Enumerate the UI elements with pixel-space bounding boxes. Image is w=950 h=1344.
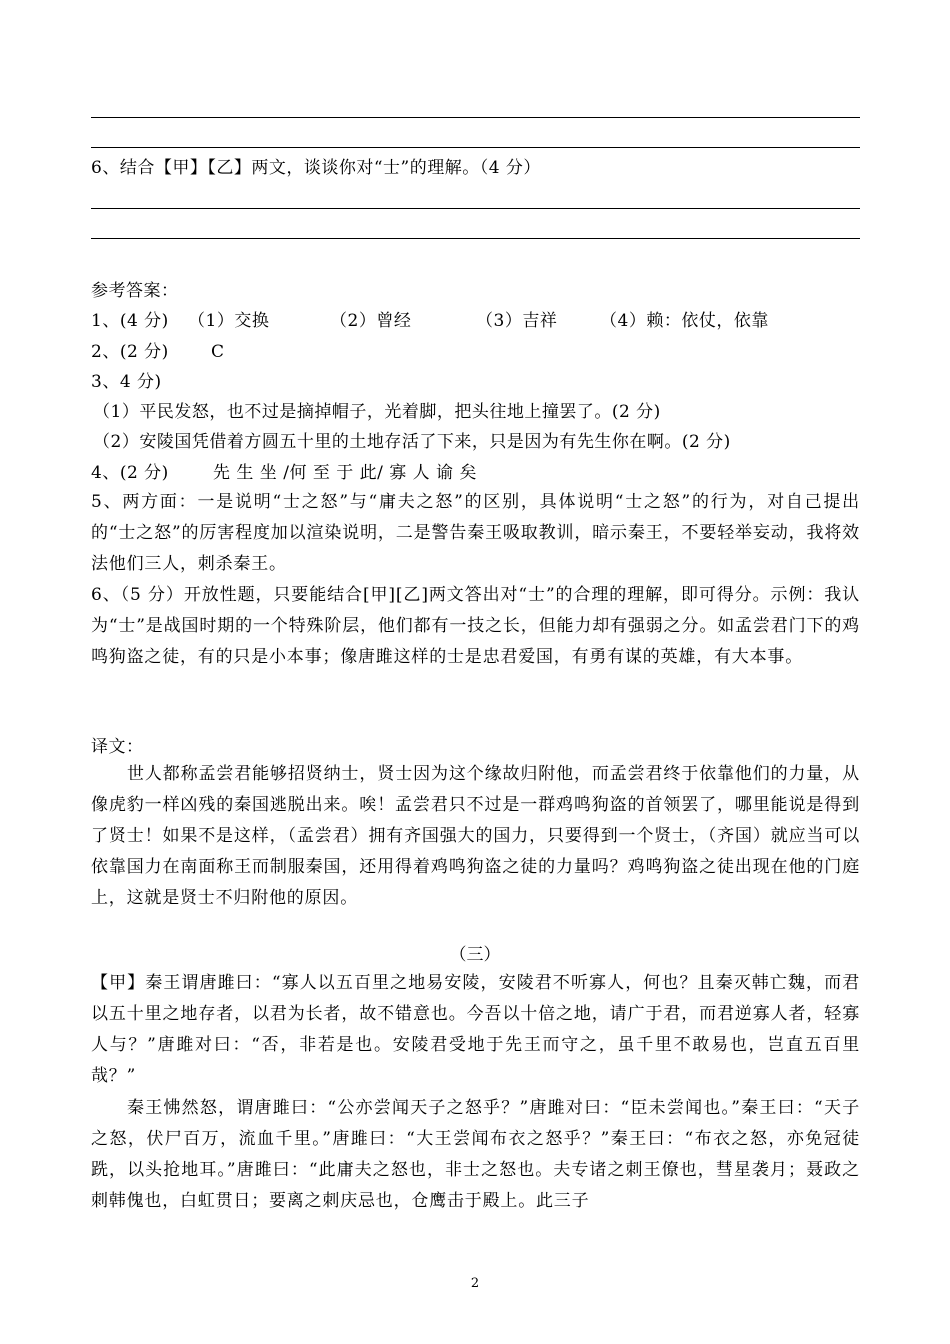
- answer-1-item: （1）交换: [188, 311, 270, 331]
- question-6: 6、结合【甲】【乙】两文，谈谈你对“士”的理解。（4 分）: [91, 158, 541, 178]
- answer-1-item: （2）曾经: [330, 311, 412, 331]
- classical-text-paragraph-1: 【甲】秦王谓唐雎曰：“寡人以五百里之地易安陵，安陵君不听寡人，何也？且秦灭韩亡魏，而君以五十里之地存者，以君为长者，故不错意也。今吾以十倍之地，请广于君，而君逆寡人者，轻寡人与？”唐雎对曰：“否，非若是也。安陵君受地于先王而守之，虽千里不敢易也，岂直五百里哉？”: [91, 973, 860, 1086]
- answer-2-value: C: [211, 342, 225, 362]
- answer-6: 6、（5 分）开放性题，只要能结合[甲][乙]两文答出对“士”的合理的理解，即可得分。示例：我认为“士”是战国时期的一个特殊阶层，他们都有一技之长，但能力却有强弱之分。如孟尝君门下的鸡鸣狗盗之徒，有的只是小本事；像唐雎这样的士是忠君爱国，有勇有谋的英雄，有大本事。: [91, 585, 860, 667]
- translation-body: 世人都称孟尝君能够招贤纳士，贤士因为这个缘故归附他，而孟尝君终于依靠他们的力量，从像虎豹一样凶残的秦国逃脱出来。唉！孟尝君只不过是一群鸡鸣狗盗的首领罢了，哪里能说是得到了贤士！如果不是这样，（孟尝君）拥有齐国强大的国力，只要得到一个贤士，（齐国）就应当可以依靠国力在南面称王而制服秦国，还用得着鸡鸣狗盗之徒的力量吗？鸡鸣狗盗之徒出现在他的门庭上，这就是贤士不归附他的原因。: [91, 764, 860, 908]
- answer-3-sentence-2: （2）安陵国凭借着方圆五十里的土地存活了下来，只是因为有先生你在啊。(2 分): [93, 432, 731, 452]
- answer-5: 5、两方面：一是说明“士之怒”与“庸夫之怒”的区别，具体说明“士之怒”的行为，对自己提出的“士之怒”的厉害程度加以渲染说明，二是警告秦王吸取教训，暗示秦王，不要轻举妄动，我将效法他们三人，刺杀秦王。: [91, 492, 860, 574]
- answer-4-value: 先 生 坐 /何 至 于 此/ 寡 人 谕 矣: [213, 463, 477, 483]
- answer-line: [91, 208, 860, 209]
- classical-text-paragraph-2: 秦王怫然怒，谓唐雎曰：“公亦尝闻天子之怒乎？”唐雎对曰：“臣未尝闻也。”秦王曰：“天子之怒，伏尸百万，流血千里。”唐雎曰：“大王尝闻布衣之怒乎？”秦王曰：“布衣之怒，亦免冠徒跣，以头抢地耳。”唐雎曰：“此庸夫之怒也，非士之怒也。夫专诸之刺王僚也，彗星袭月；聂政之刺韩傀也，白虹贯日；要离之刺庆忌也，仓鹰击于殿上。此三子: [91, 1098, 860, 1211]
- answer-line: [91, 117, 860, 118]
- answer-2: [91, 342, 860, 362]
- answer-1-item: （3）吉祥: [476, 311, 558, 331]
- answer-1-item: （4）赖：依仗，依靠: [600, 311, 769, 331]
- translation-heading: 译文：: [91, 737, 144, 757]
- section-title: （三）: [449, 945, 501, 965]
- page-number: 2: [470, 1276, 480, 1291]
- answer-2-number: 2、(2 分): [91, 342, 169, 362]
- answer-1-number: 1、(4 分): [91, 311, 169, 331]
- answers-heading: 参考答案：: [91, 281, 179, 301]
- answer-3-sentence-1: （1）平民发怒，也不过是摘掉帽子，光着脚，把头往地上撞罢了。(2 分): [93, 402, 661, 422]
- answer-1: [91, 311, 860, 331]
- answer-4: [91, 463, 860, 483]
- answer-3-number: 3、4 分): [91, 372, 162, 392]
- answer-line: [91, 147, 860, 148]
- answer-4-number: 4、(2 分): [91, 463, 169, 483]
- answer-line: [91, 238, 860, 239]
